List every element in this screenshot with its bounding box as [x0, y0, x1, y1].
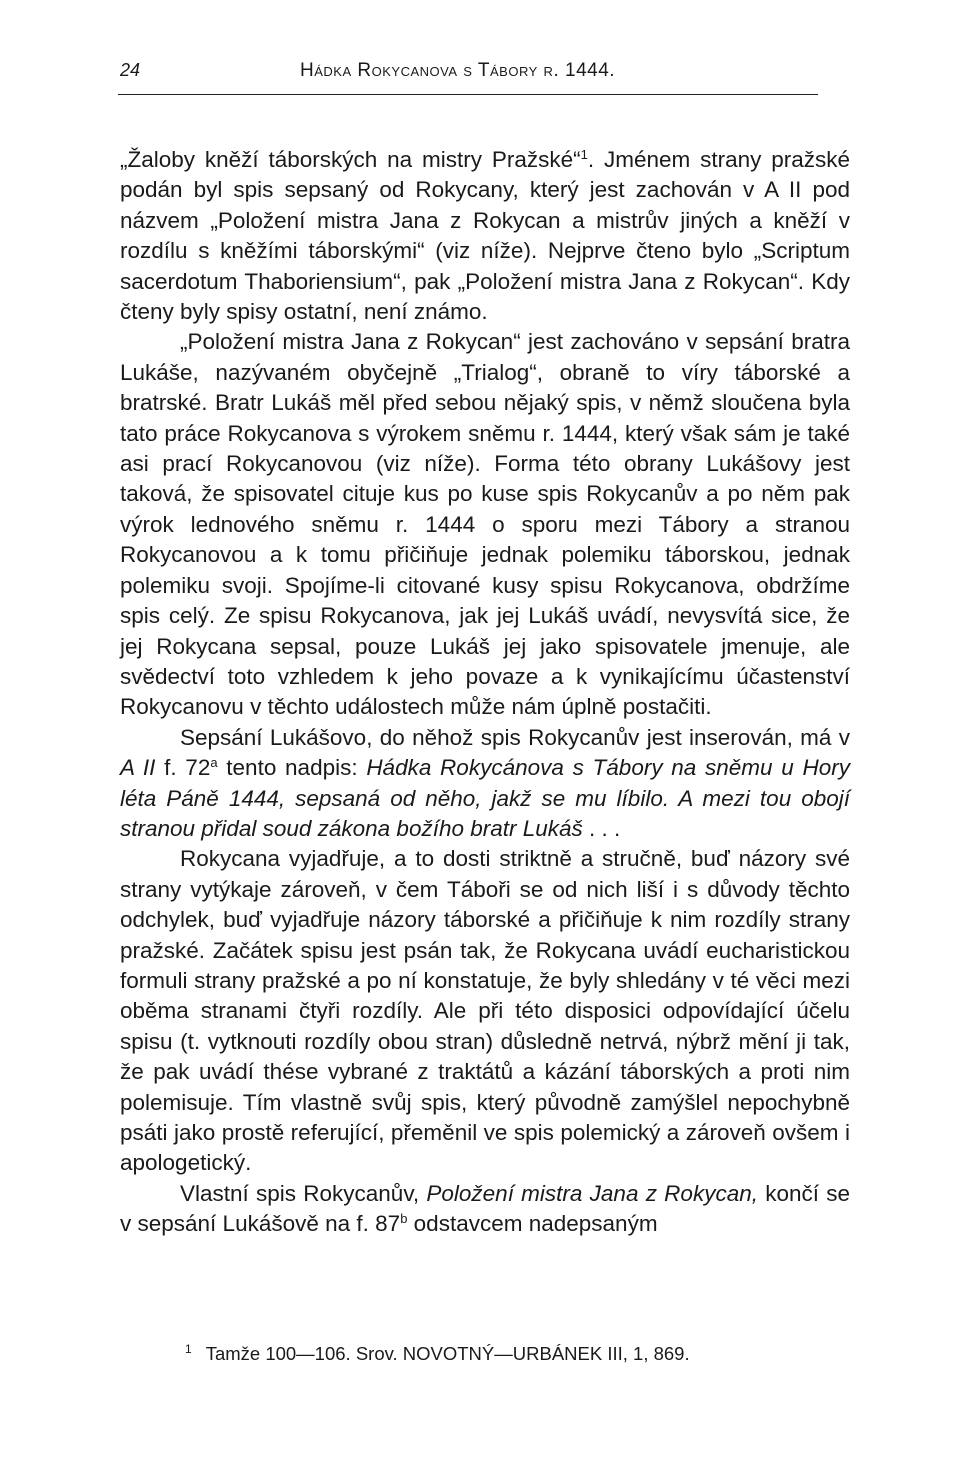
footnote-ref: 1 [580, 147, 588, 162]
paragraph-1 [120, 145, 850, 327]
p3-text-e: tento nadpis: [217, 755, 367, 781]
page-number: 24 [120, 60, 141, 80]
body-text [120, 145, 850, 1240]
p5-folio-sup: b [400, 1211, 408, 1227]
p3-ellipsis: . . . [582, 815, 621, 841]
p1-text-a: „Žaloby kněží táborských na mistry Pražské“ [120, 147, 581, 172]
footnote-text: Tamže 100—106. Srov. NOVOTNÝ—URBÁNEK III, 1, 869. [205, 1343, 690, 1364]
page [120, 60, 850, 1240]
p5-text-c: končí se v sepsání Lukášově na f. 87 [120, 1180, 850, 1237]
p5-text-a: Vlastní spis Rokycanův, [180, 1180, 427, 1206]
p3-text-a: Sepsání Lukášovo, do něhož spis Rokycanův jest inserován, má v [180, 724, 850, 750]
p5-title: Položení mistra Jana z Rokycan, [426, 1180, 758, 1206]
header-rule [118, 94, 818, 95]
paragraph-3 [120, 723, 850, 845]
running-title: Hádka Rokycanova s Tábory r. 1444. [300, 60, 616, 81]
running-head [120, 60, 850, 88]
paragraph-4: Rokycana vyjadřuje, a to dosti striktně a stručně, buď názory své strany vytýkaje zároveň, v čem Táboři se od nich liší i s důvody těchto odchylek, buď vyjadřuje názory táborské a přičiňuje k nim rozdíly strany pražské. Začátek spisu jest psán tak, že Rokycana uvádí eucharistickou formuli strany pražské a po ní konstatuje, že byly shledány v té věci mezi oběma stranami čtyři rozdíly. Ale při této disposici odpovídající účelu spisu (t. vytknouti rozdíly obou stran) důsledně netrvá, nýbrž mění ji tak, že pak uvádí thése vybrané z traktátů a kázání táborských a proti nim polemisuje. Tím vlastně svůj spis, který původně zamýšlel nepochybně psáti jako prostě referující, přeměnil ve spis polemický a zároveň ovšem i apologetický. [120, 846, 850, 1176]
p3-text-c: f. 72 [155, 755, 211, 781]
p3-title-quote: Hádka Rokycánova s Tábory na sněmu u Hory léta Páně 1444, sepsaná od něho, jakž se mu líbilo. A mezi tou obojí stranou přidal soud zákona božího bratr Lukáš [120, 755, 850, 841]
paragraph-2: „Položení mistra Jana z Rokycan“ jest zachováno v sepsání bratra Lukáše, nazývaném obyčejně „Trialog“, obraně to víry táborské a bratrské. Bratr Lukáš měl před sebou nějaký spis, v němž sloučena byla tato práce Rokycanova s výrokem sněmu r. 1444, který však sám je také asi prací Rokycanovou (viz níže). Forma této obrany Lukášovy jest taková, že spisovatel cituje kus po kuse spis Rokycanův a po něm pak výrok lednového sněmu r. 1444 o sporu mezi Tábory a stranou Rokycanovou a k tomu přičiňuje jednak polemiku táborskou, jednak polemiku svoji. Spojíme-li citované kusy spisu Rokycanova, obdržíme spis celý. Ze spisu Rokycanova, jak jej Lukáš uvádí, nevysvítá sice, že jej Rokycana sepsal, pouze Lukáš jej jako spisovatele jmenuje, ale svědectví toto vzhledem k jeho povaze a k vynikajícímu účastenství Rokycanovu v těchto událostech může nám úplně postačiti. [120, 329, 850, 720]
footnote-mark: 1 [185, 1342, 192, 1356]
p3-folio-sup: a [210, 755, 218, 771]
p1-text-b: . Jménem strany pražské podán byl spis sepsaný od Rokycany, který jest zachován v A II pod názvem „Položení mistra Jana z Rokycan a mistrův jiných a kněží v rozdílu s kněžími táborskými“ (viz níže). Nejprve čteno bylo „Scriptum sacerdotum Thaboriensium“, pak „Položení mistra Jana z Rokycan“. Kdy čteny byly spisy ostatní, není známo. [120, 147, 851, 325]
p5-text-e: odstavcem nadepsaným [407, 1211, 658, 1237]
paragraph-5 [120, 1179, 850, 1240]
footnote [185, 1337, 690, 1366]
p3-manuscript: A II [120, 755, 156, 781]
